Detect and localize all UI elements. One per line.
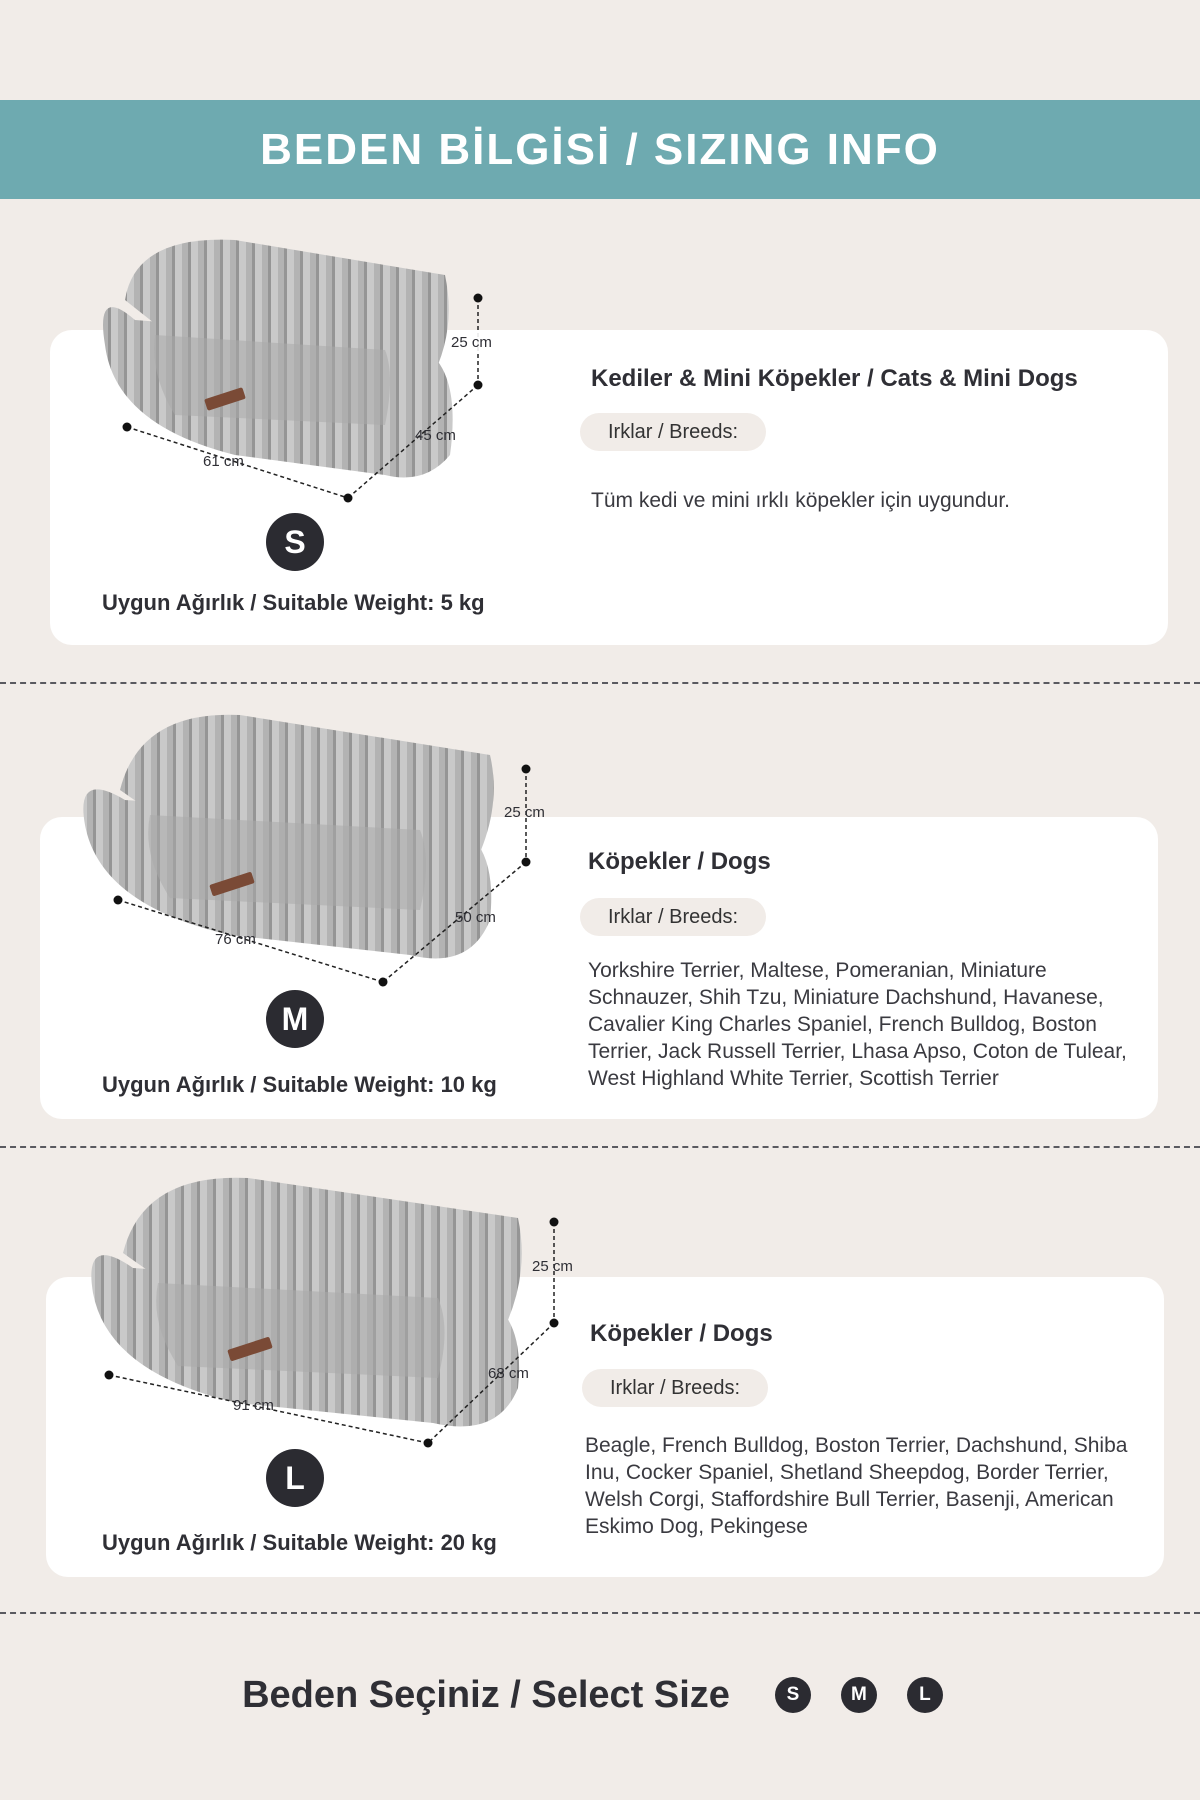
size-selector — [0, 1660, 1200, 1730]
breeds-label-m: Irklar / Breeds: — [580, 898, 766, 936]
dim-depth-m: 50 cm — [455, 909, 496, 926]
breeds-text-m: Yorkshire Terrier, Maltese, Pomeranian, Miniature Schnauzer, Shih Tzu, Miniature Dachshund, Havanese, Cavalier King Charles Spaniel, French Bulldog, Boston Terrier, Jack Russell Terrier, Lhasa Apso, Coton de Tulear, West Highland White Terrier, Scottish Terrier — [588, 959, 1127, 1090]
size-badge-m: M — [266, 990, 324, 1048]
dim-width-l: 91 cm — [233, 1397, 274, 1414]
divider-1 — [0, 682, 1200, 684]
category-title-l: Köpekler / Dogs — [590, 1320, 773, 1347]
bed-image-s — [95, 225, 495, 515]
size-badge-s: S — [266, 513, 324, 571]
dim-width-s: 61 cm — [203, 453, 244, 470]
suitable-weight-m: Uygun Ağırlık / Suitable Weight: 10 kg — [102, 1072, 497, 1097]
suitable-weight-l: Uygun Ağırlık / Suitable Weight: 20 kg — [102, 1530, 497, 1555]
dim-height-l: 25 cm — [532, 1258, 573, 1275]
bed-image-m — [80, 700, 550, 1000]
header-banner — [0, 100, 1200, 199]
category-title-m: Köpekler / Dogs — [588, 848, 771, 875]
page-title: BEDEN BİLGİSİ / SIZING INFO — [260, 124, 940, 174]
bed-image-l — [88, 1163, 588, 1463]
breeds-text-s: Tüm kedi ve mini ırklı köpekler için uygundur. — [591, 489, 1011, 512]
size-option-s[interactable]: S — [775, 1677, 811, 1713]
breeds-text-l: Beagle, French Bulldog, Boston Terrier, Dachshund, Shiba Inu, Cocker Spaniel, Shetland Sheepdog, Border Terrier, Welsh Corgi, Staffordshire Bull Terrier, Basenji, American Eskimo Dog, Pekingese — [585, 1434, 1128, 1538]
category-title-s: Kediler & Mini Köpekler / Cats & Mini Dogs — [591, 365, 1078, 392]
divider-3 — [0, 1612, 1200, 1614]
select-size-title: Beden Seçiniz / Select Size — [242, 1673, 730, 1716]
size-option-m[interactable]: M — [841, 1677, 877, 1713]
breeds-label-s: Irklar / Breeds: — [580, 413, 766, 451]
size-option-l[interactable]: L — [907, 1677, 943, 1713]
dim-height-m: 25 cm — [504, 804, 545, 821]
dim-width-m: 76 cm — [215, 931, 256, 948]
breeds-label-l: Irklar / Breeds: — [582, 1369, 768, 1407]
size-badge-l: L — [266, 1449, 324, 1507]
divider-2 — [0, 1146, 1200, 1148]
dim-depth-s: 45 cm — [415, 427, 456, 444]
suitable-weight-s: Uygun Ağırlık / Suitable Weight: 5 kg — [102, 590, 485, 615]
dim-height-s: 25 cm — [451, 334, 492, 351]
dim-depth-l: 68 cm — [488, 1365, 529, 1382]
